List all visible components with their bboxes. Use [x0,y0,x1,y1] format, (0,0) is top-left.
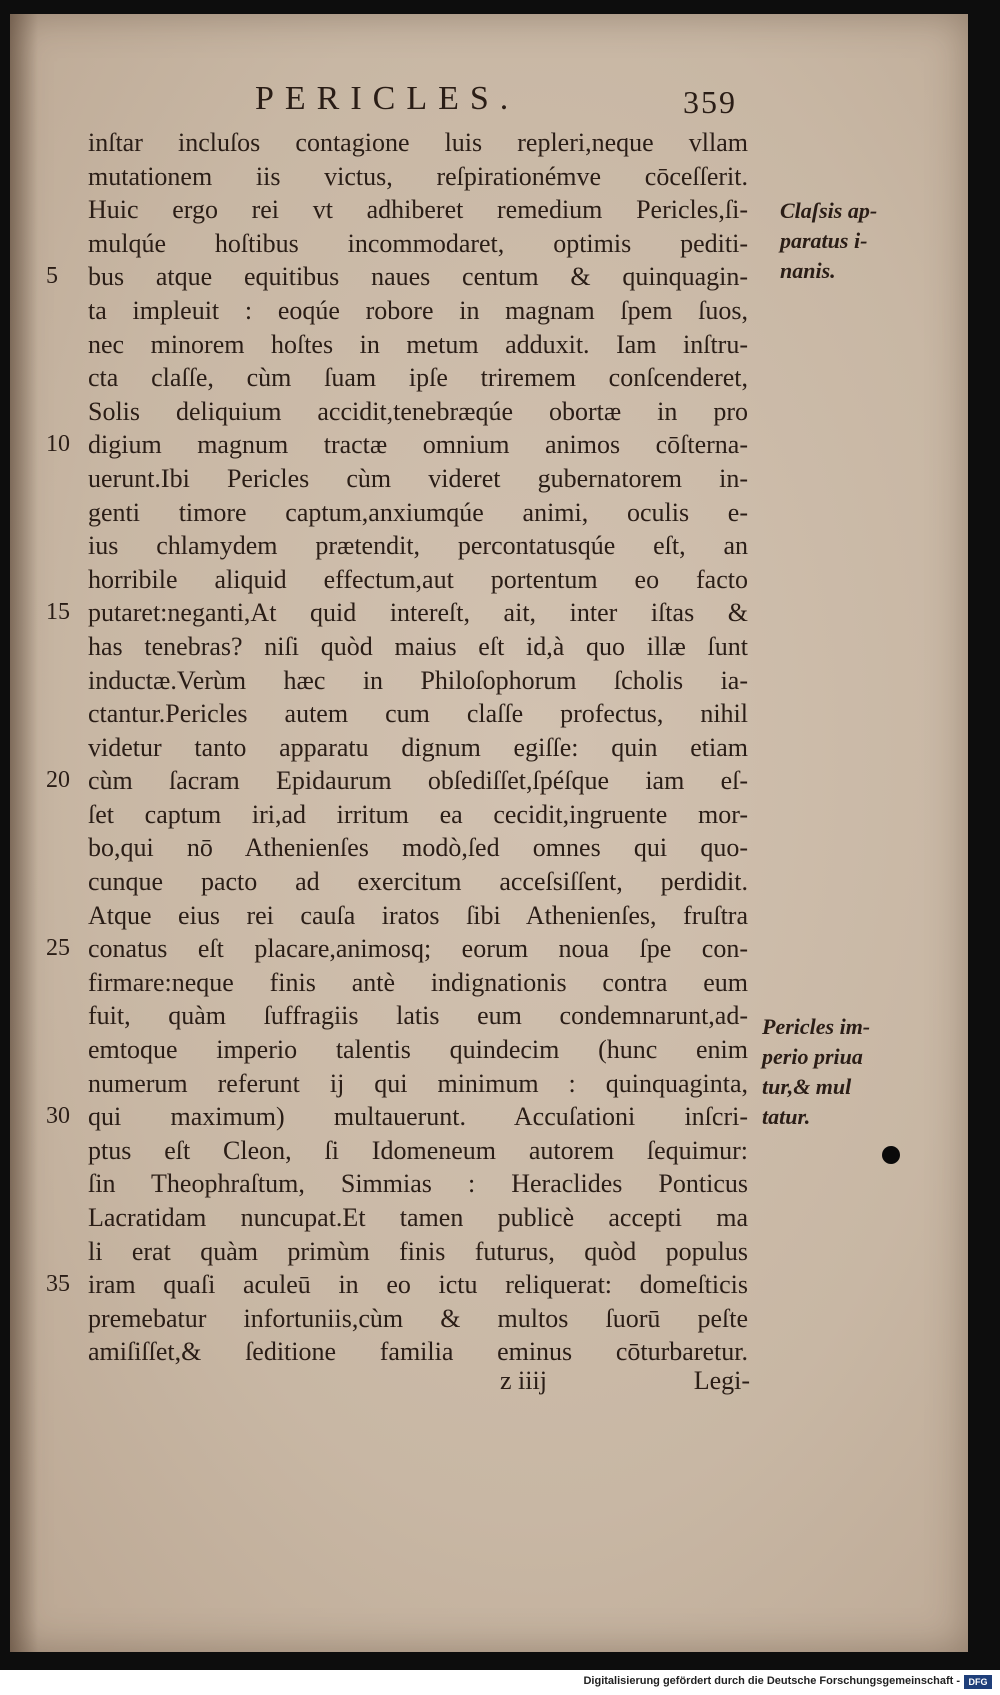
line-text: ptus eſt Cleon, ſi Idomeneum autorem ſequimur: [88,1135,748,1165]
line-text: ſet captum iri,ad irritum ea cecidit,ingruente mor- [88,799,748,829]
line-text: inſtar incluſos contagione luis repleri,neque vllam [88,128,748,157]
line-text: conatus eſt placare,animosq; eorum noua ſpe con- [88,934,748,964]
text-line [46,1268,748,1302]
line-text: ius chlamydem prætendit, percontatusqúe eſt, an [88,531,748,561]
digitization-footer [0,1672,1000,1694]
line-text: Atque eius rei cauſa iratos ſibi Athenienſes, fruſtra [88,900,748,930]
line-text: iram quaſi aculeū in eo ictu reliquerat: domeſticis [88,1270,748,1300]
line-text: qui maximum) multauerunt. Accuſationi inſcri- [88,1102,748,1132]
text-line [88,563,748,597]
text-line [88,1201,748,1235]
line-text: inductæ.Verùm hæc in Philoſophorum ſcholis ia- [88,665,748,695]
text-line [88,899,748,933]
text-line [88,496,748,530]
text-line [88,1335,748,1369]
text-line [88,999,748,1033]
page-number: 359 [683,84,737,120]
line-text: has tenebras? niſi quòd maius eſt id,à quo illæ ſunt [88,631,748,661]
line-text: putaret:neganti,At quid intereſt, ait, inter iſtas & [88,598,748,628]
line-text: bo,qui nō Athenienſes modò,ſed omnes qui quo- [88,833,748,863]
text-line [88,227,748,261]
text-line [88,1067,748,1101]
text-line [88,328,748,362]
text-line [88,361,748,395]
text-line [88,462,748,496]
line-text: cùm ſacram Epidaurum obſediſſet,ſpéſque iam eſ- [88,766,748,796]
line-text: amiſiſſet,& ſeditione familia eminus cōturbaretur. [88,1337,748,1367]
line-number: 20 [46,767,70,794]
line-text: emtoque imperio talentis quindecim (hunc enim [88,1035,748,1065]
marginal-note-pericles-fined: Pericles im- perio priua tur,& mul tatur. [762,1014,871,1129]
line-text: li erat quàm primùm finis futurus, quòd populus [88,1236,748,1266]
text-line [88,966,748,1000]
text-line [46,596,748,630]
line-text: Lacratidam nuncupat.Et tamen publicè accepti ma [88,1203,748,1232]
line-text: uerunt.Ibi Pericles cùm videret gubernatorem in- [88,463,748,493]
line-text: nec minorem hoſtes in metum adduxit. Iam inſtru- [88,329,748,359]
line-text: ta impleuit : eoqúe robore in magnam ſpem ſuos, [88,295,748,325]
line-text: premebatur infortuniis,cùm & multos ſuorū peſte [88,1303,748,1333]
ink-dot-mark [882,1146,900,1164]
text-line [88,1167,748,1201]
text-line [88,193,748,227]
text-line [88,697,748,731]
text-line [88,294,748,328]
line-text: videtur tanto apparatu dignum egiſſe: quin etiam [88,732,748,762]
line-text: cta claſſe, cùm ſuam ipſe triremem conſcenderet, [88,363,748,393]
line-number: 10 [46,431,70,458]
signature-mark: z iiij [500,1366,547,1395]
line-text: genti timore captum,anxiumqúe animi, oculis e- [88,497,748,527]
text-line [88,160,748,194]
text-line [88,664,748,698]
line-text: fuit, quàm ſuffragiis latis eum condemnarunt,ad- [88,1001,748,1031]
page-gutter-shadow [10,14,38,1652]
line-number: 25 [46,935,70,962]
line-text: ſin Theophraſtum, Simmias : Heraclides Ponticus [88,1169,748,1199]
catchword: Legi- [693,1366,750,1395]
line-text: mutationem iis victus, reſpirationémve cōceſſerit. [88,161,748,191]
line-number: 30 [46,1103,70,1130]
text-line [88,1235,748,1269]
dfg-logo: DFG [964,1675,992,1689]
text-line [88,1134,748,1168]
line-text: Huic ergo rei vt adhiberet remedium Pericles,ſi- [88,195,748,225]
text-line [88,395,748,429]
text-line [46,1100,748,1134]
main-text-block [46,126,748,1369]
line-text: firmare:neque finis antè indignationis contra eum [88,967,748,997]
line-text: numerum referunt ij qui minimum : quinquaginta, [88,1068,748,1098]
text-line [88,529,748,563]
line-text: bus atque equitibus naues centum & quinquagin- [88,262,748,292]
text-line [46,260,748,294]
line-text: ctantur.Pericles autem cum claſſe profectus, nihil [88,699,748,729]
text-line [46,428,748,462]
line-text: Solis deliquium accidit,tenebræqúe obortæ in pro [88,396,748,426]
text-line [46,932,748,966]
text-line [88,1033,748,1067]
text-line [88,831,748,865]
text-line [88,126,748,160]
running-head: PERICLES. [255,80,520,117]
line-text: cunque pacto ad exercitum acceſsiſſent, perdidit. [88,867,748,897]
funding-credit: Digitalisierung gefördert durch die Deutsche Forschungsgemeinschaft - [583,1675,960,1687]
text-line [88,1302,748,1336]
line-number: 5 [46,263,58,290]
line-number: 15 [46,599,70,626]
text-line [88,865,748,899]
text-line [88,731,748,765]
line-number: 35 [46,1271,70,1298]
line-text: digium magnum tractæ omnium animos cōſterna- [88,430,748,460]
text-line [88,798,748,832]
catchword-line [500,1366,750,1400]
line-text: mulqúe hoſtibus incommodaret, optimis pediti- [88,228,748,258]
text-line [46,764,748,798]
text-line [88,630,748,664]
line-text: horribile aliquid effectum,aut portentum eo facto [88,564,748,594]
marginal-note-fleet: Claſsis ap- paratus i- nanis. [780,198,878,283]
